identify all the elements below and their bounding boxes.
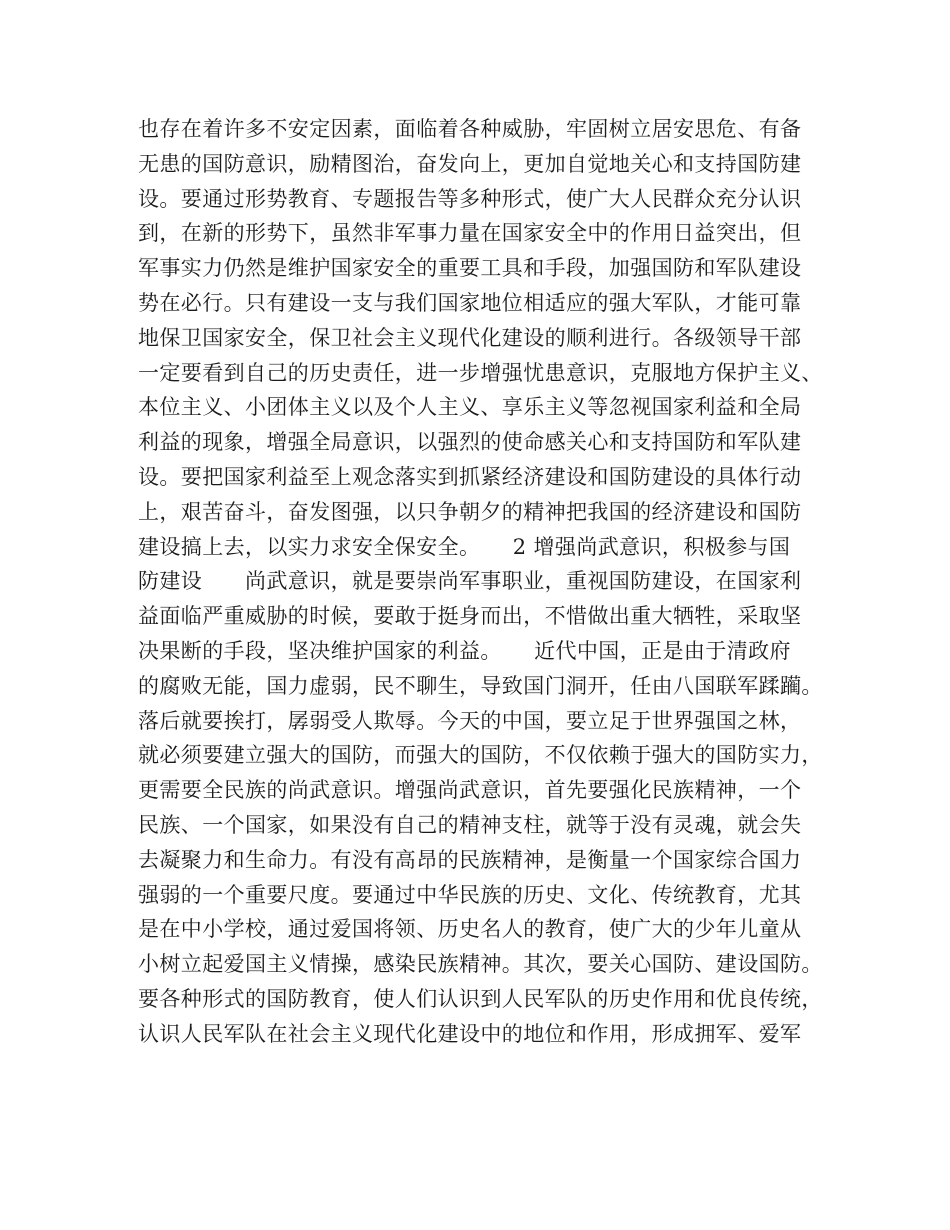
text-line: 上，艰苦奋斗，奋发图强，以只争朝夕的精神把我国的经济建设和国防	[138, 499, 802, 524]
text-line: 建设搞上去，以实力求安全保安全。 2 增强尚武意识，积极参与国	[138, 534, 791, 559]
text-line: 认识人民军队在社会主义现代化建设中的地位和作用，形成拥军、爱军	[138, 1021, 802, 1046]
text-line: 落后就要挨打，孱弱受人欺辱。今天的中国，要立足于世界强国之林，	[138, 708, 802, 733]
text-line: 要各种形式的国防教育，使人们认识到人民军队的历史作用和优良传统，	[138, 986, 823, 1011]
text-line: 防建设 尚武意识，就是要崇尚军事职业，重视国防建设，在国家利	[138, 569, 802, 594]
text-line: 去凝聚力和生命力。有没有高昂的民族精神，是衡量一个国家综合国力	[138, 847, 802, 872]
text-line: 的腐败无能，国力虚弱，民不聊生，导致国门洞开，任由八国联军蹂躏。	[138, 673, 823, 698]
text-line: 就必须要建立强大的国防，而强大的国防，不仅依赖于强大的国防实力，	[138, 743, 823, 768]
text-line: 设。要把国家利益至上观念落实到抓紧经济建设和国防建设的具体行动	[138, 464, 802, 489]
text-line: 本位主义、小团体主义以及个人主义、享乐主义等忽视国家利益和全局	[138, 395, 802, 420]
text-line: 民族、一个国家，如果没有自己的精神支柱，就等于没有灵魂，就会失	[138, 812, 802, 837]
text-line: 更需要全民族的尚武意识。增强尚武意识，首先要强化民族精神，一个	[138, 778, 802, 803]
text-line: 强弱的一个重要尺度。要通过中华民族的历史、文化、传统教育，尤其	[138, 882, 802, 907]
text-line: 到，在新的形势下，虽然非军事力量在国家安全中的作用日益突出，但	[138, 221, 802, 246]
text-line: 军事实力仍然是维护国家安全的重要工具和手段，加强国防和军队建设	[138, 256, 802, 281]
body-text	[138, 112, 823, 1052]
text-line: 小树立起爱国主义情操，感染民族精神。其次，要关心国防、建设国防。	[138, 952, 823, 977]
text-line: 益面临严重威胁的时候，要敢于挺身而出，不惜做出重大牺牲，采取坚	[138, 604, 802, 629]
text-line: 无患的国防意识，励精图治，奋发向上，更加自觉地关心和支持国防建	[138, 151, 802, 176]
text-line: 利益的现象，增强全局意识，以强烈的使命感关心和支持国防和军队建	[138, 430, 802, 455]
text-line: 地保卫国家安全，保卫社会主义现代化建设的顺利进行。各级领导干部	[138, 325, 802, 350]
text-line: 一定要看到自己的历史责任，进一步增强忧患意识，克服地方保护主义、	[138, 360, 823, 385]
text-line: 也存在着许多不安定因素，面临着各种威胁，牢固树立居安思危、有备	[138, 117, 802, 141]
text-line: 设。要通过形势教育、专题报告等多种形式，使广大人民群众充分认识	[138, 186, 802, 211]
text-line: 是在中小学校，通过爱国将领、历史名人的教育，使广大的少年儿童从	[138, 917, 802, 942]
text-line: 决果断的手段，坚决维护国家的利益。 近代中国，正是由于清政府	[138, 638, 791, 663]
text-line: 势在必行。只有建设一支与我们国家地位相适应的强大军队，才能可靠	[138, 290, 802, 315]
